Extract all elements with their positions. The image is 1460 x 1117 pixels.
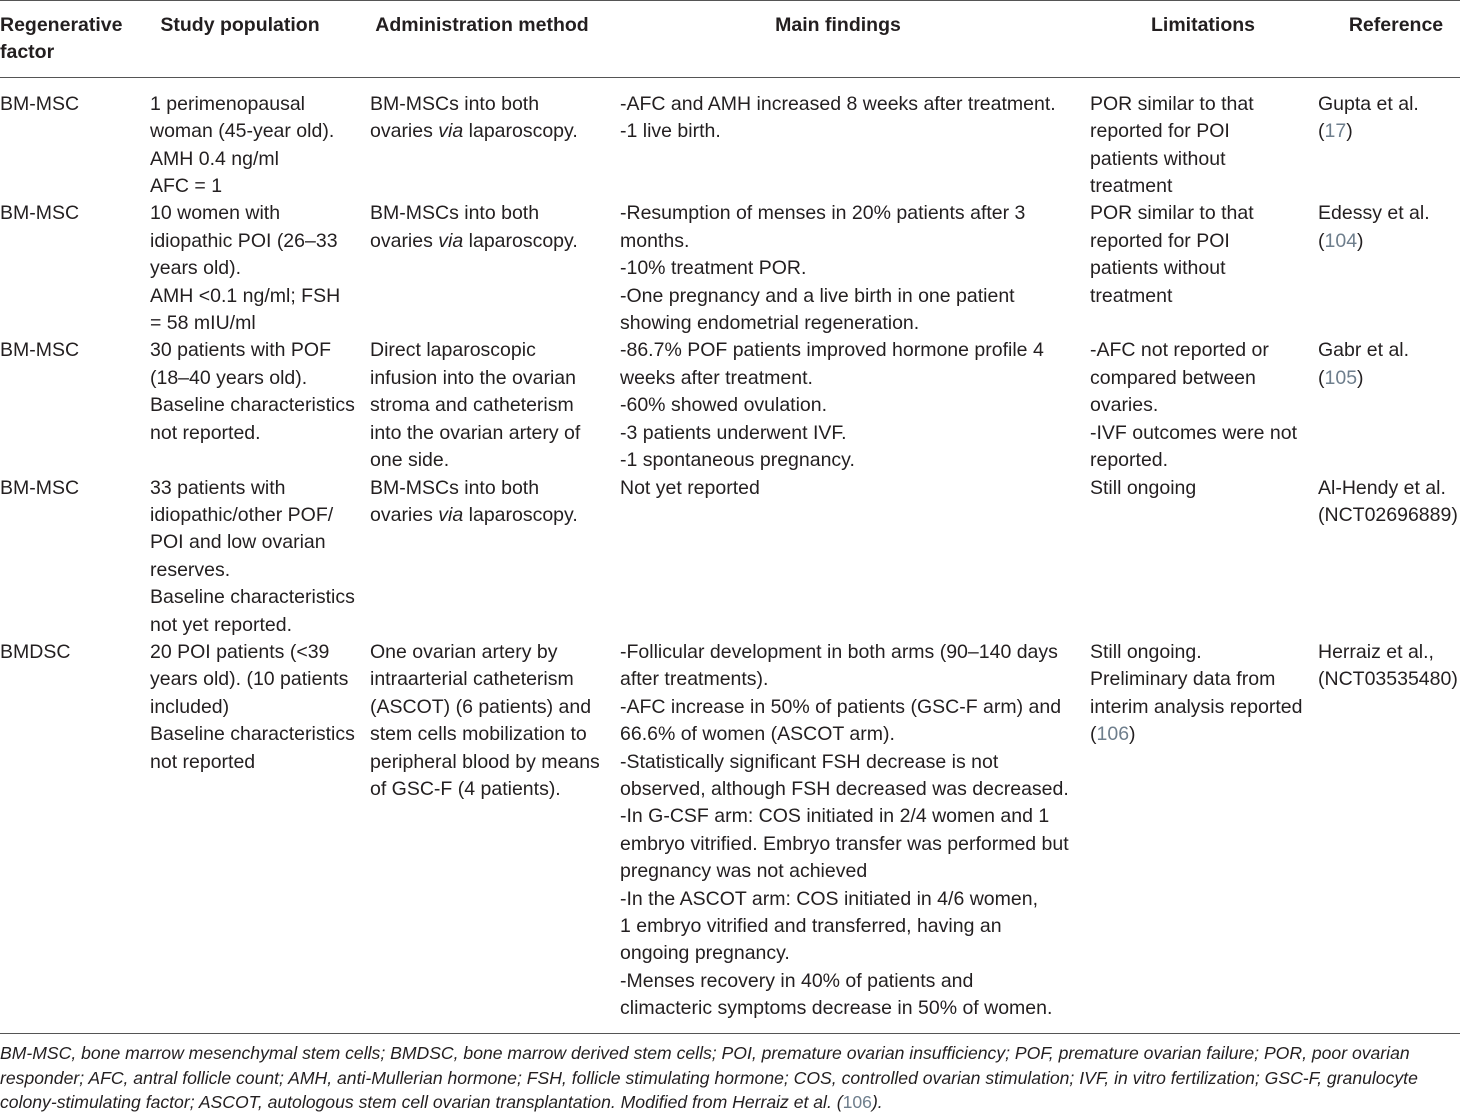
- cell-administration-method-line: intraarterial catheterism: [370, 668, 574, 691]
- cell-study-population-line: 33 patients with: [150, 476, 286, 499]
- cell-limitations-line: treatment: [1090, 175, 1173, 198]
- cell-administration-method-line: peripheral blood by means: [370, 750, 600, 773]
- cell-administration-method-line: stroma and catheterism: [370, 394, 574, 417]
- cell-reference-line: (104): [1318, 229, 1364, 252]
- cell-limitations-line: Still ongoing.: [1090, 640, 1202, 663]
- cell-limitations-line: (106): [1090, 723, 1136, 746]
- header-reference: Reference: [1318, 0, 1460, 77]
- cell-main-findings-line: -3 patients underwent IVF.: [620, 421, 847, 444]
- cell-main-findings-line: -10% treatment POR.: [620, 257, 807, 280]
- cell-administration-method-line: Direct laparoscopic: [370, 339, 536, 362]
- cell-reference: [1318, 475, 1460, 639]
- cell-study-population-line: idiopathic/other POF/: [150, 503, 334, 526]
- cell-main-findings-line: -86.7% POF patients improved hormone profile 4: [620, 339, 1044, 362]
- cell-main-findings-line: -AFC and AMH increased 8 weeks after treatment.: [620, 92, 1056, 115]
- cell-administration-method-line: (ASCOT) (6 patients) and: [370, 695, 592, 718]
- table-row: [0, 200, 1460, 337]
- cell-study-population-line: reserves.: [150, 558, 231, 581]
- header-regenerative-factor-line2: factor: [0, 41, 55, 64]
- cell-study-population-line: idiopathic POI (26–33: [150, 229, 338, 252]
- header-limitations: Limitations: [1088, 0, 1318, 77]
- cell-limitations-line: reported for POI: [1090, 229, 1230, 252]
- header-study-population: Study population: [148, 0, 370, 77]
- footnote-line-2: responder; AFC, antral follicle count; AMH, anti-Mullerian hormone; FSH, follicle stimulating hormone; COS, controlled ovarian stimulation; IVF, in vitro fertilization; GSC-F, granulocyte: [0, 1067, 1418, 1088]
- header-regenerative-factor-line1: Regenerative: [0, 14, 123, 36]
- cell-reference: [1318, 337, 1460, 474]
- cell-regenerative-factor-line: BM-MSC: [0, 92, 80, 115]
- header-regenerative-factor: [0, 0, 148, 77]
- cell-study-population-line: not reported: [150, 750, 256, 773]
- table-body: [0, 77, 1460, 1022]
- cell-reference-line: Edessy et al.: [1318, 202, 1430, 225]
- cell-main-findings: [618, 475, 1088, 639]
- cell-study-population-line: Baseline characteristics: [150, 586, 355, 609]
- cell-reference-line: (105): [1318, 366, 1364, 389]
- cell-main-findings-line: after treatments).: [620, 668, 769, 691]
- cell-main-findings: [618, 77, 1088, 200]
- cell-study-population-line: AMH <0.1 ng/ml; FSH: [150, 284, 341, 307]
- cell-limitations-line: POR similar to that: [1090, 92, 1254, 115]
- cell-main-findings-line: 66.6% of women (ASCOT arm).: [620, 723, 895, 746]
- cell-limitations-line: patients without: [1090, 257, 1226, 280]
- table-row: [0, 639, 1460, 1023]
- cell-administration-method: [370, 639, 618, 1023]
- cell-administration-method-line: infusion into the ovarian: [370, 366, 576, 389]
- cell-study-population-line: years old). (10 patients: [150, 668, 349, 691]
- cell-administration-method: [370, 337, 618, 474]
- cell-limitations: [1088, 639, 1318, 1023]
- cell-main-findings-line: pregnancy was not achieved: [620, 860, 868, 883]
- cell-limitations: [1088, 200, 1318, 337]
- cell-limitations: [1088, 337, 1318, 474]
- cell-study-population-line: = 58 mIU/ml: [150, 312, 256, 335]
- cell-study-population-line: included): [150, 695, 230, 718]
- cell-study-population: [148, 200, 370, 337]
- cell-study-population: [148, 475, 370, 639]
- cell-administration-method-line: ovaries via laparoscopy.: [370, 229, 578, 252]
- cell-main-findings: [618, 639, 1088, 1023]
- cell-limitations-line: patients without: [1090, 147, 1226, 170]
- cell-study-population: [148, 337, 370, 474]
- table-row: [0, 77, 1460, 200]
- cell-main-findings-line: 1 embryo vitrified and transferred, having an: [620, 915, 1002, 937]
- cell-reference-line: Herraiz et al.,: [1318, 640, 1434, 663]
- cell-main-findings-line: weeks after treatment.: [620, 366, 813, 389]
- cell-regenerative-factor: [0, 475, 148, 639]
- cell-limitations-line: -IVF outcomes were not: [1090, 421, 1297, 444]
- cell-main-findings-line: -60% showed ovulation.: [620, 394, 828, 417]
- header-administration-method: Administration method: [370, 0, 618, 77]
- cell-study-population-line: AFC = 1: [150, 175, 223, 198]
- cell-study-population-line: Baseline characteristics: [150, 394, 355, 417]
- cell-main-findings-line: -In G-CSF arm: COS initiated in 2/4 women and 1: [620, 805, 1050, 828]
- cell-administration-method: [370, 77, 618, 200]
- cell-administration-method: [370, 475, 618, 639]
- cell-main-findings-line: -In the ASCOT arm: COS initiated in 4/6 women,: [620, 887, 1038, 910]
- cell-reference-line: Gupta et al.: [1318, 92, 1419, 115]
- cell-regenerative-factor-line: BM-MSC: [0, 202, 80, 225]
- cell-limitations-line: reported.: [1090, 449, 1169, 472]
- cell-limitations: [1088, 475, 1318, 639]
- cell-reference-line: (17): [1318, 120, 1353, 143]
- cell-main-findings-line: Not yet reported: [620, 476, 760, 499]
- cell-main-findings-line: climacteric symptoms decrease in 50% of women.: [620, 997, 1053, 1020]
- cell-limitations-line: -AFC not reported or: [1090, 339, 1269, 362]
- cell-limitations: [1088, 77, 1318, 200]
- cell-limitations-line: interim analysis reported: [1090, 695, 1303, 718]
- cell-regenerative-factor: [0, 337, 148, 474]
- footnote-line-1: BM-MSC, bone marrow mesenchymal stem cells; BMDSC, bone marrow derived stem cells; POI, premature ovarian insufficiency; POF, premature ovarian failure; POR, poor ovarian: [0, 1043, 1410, 1063]
- cell-study-population-line: POI and low ovarian: [150, 531, 326, 554]
- cell-study-population-line: 20 POI patients (<39: [150, 640, 330, 663]
- cell-administration-method-line: BM-MSCs into both: [370, 476, 540, 499]
- cell-main-findings-line: -One pregnancy and a live birth in one patient: [620, 284, 1015, 307]
- cell-study-population-line: 10 women with: [150, 202, 281, 225]
- cell-main-findings: [618, 337, 1088, 474]
- cell-regenerative-factor-line: BMDSC: [0, 640, 71, 663]
- cell-regenerative-factor-line: BM-MSC: [0, 339, 80, 362]
- cell-main-findings-line: ongoing pregnancy.: [620, 942, 790, 965]
- cell-regenerative-factor: [0, 639, 148, 1023]
- cell-reference: [1318, 77, 1460, 200]
- cell-limitations-line: compared between: [1090, 366, 1256, 389]
- cell-study-population: [148, 639, 370, 1023]
- cell-study-population-line: 1 perimenopausal: [150, 92, 306, 115]
- cell-reference: [1318, 200, 1460, 337]
- cell-main-findings-line: -Resumption of menses in 20% patients after 3: [620, 202, 1026, 225]
- cell-administration-method-line: One ovarian artery by: [370, 640, 558, 663]
- table-footnote: [0, 1041, 1460, 1115]
- table-row: [0, 475, 1460, 639]
- cell-limitations-line: reported for POI: [1090, 120, 1230, 143]
- cell-administration-method-line: ovaries via laparoscopy.: [370, 120, 578, 143]
- cell-reference: [1318, 639, 1460, 1023]
- cell-main-findings-line: -1 live birth.: [620, 120, 721, 143]
- cell-main-findings-line: embryo vitrified. Embryo transfer was performed but: [620, 832, 1069, 855]
- cell-study-population-line: woman (45-year old).: [150, 120, 335, 143]
- cell-study-population-line: years old).: [150, 257, 242, 280]
- cell-study-population-line: not reported.: [150, 421, 261, 444]
- cell-main-findings-line: -Follicular development in both arms (90–140 days: [620, 640, 1058, 663]
- cell-administration-method: [370, 200, 618, 337]
- cell-reference-line: Al-Hendy et al.: [1318, 476, 1446, 499]
- cell-main-findings-line: showing endometrial regeneration.: [620, 312, 920, 335]
- cell-administration-method-line: BM-MSCs into both: [370, 202, 540, 225]
- cell-limitations-line: Preliminary data from: [1090, 668, 1276, 691]
- cell-main-findings-line: -Menses recovery in 40% of patients and: [620, 969, 974, 992]
- cell-reference-line: Gabr et al.: [1318, 339, 1410, 362]
- footnote-line-3: colony-stimulating factor; ASCOT, autologous stem cell ovarian transplantation. Modified from Herraiz et al. (106).: [0, 1092, 883, 1112]
- cell-study-population-line: (18–40 years old).: [150, 366, 308, 389]
- cell-main-findings-line: months.: [620, 229, 690, 252]
- cell-administration-method-line: into the ovarian artery of: [370, 421, 581, 444]
- cell-reference-line: (NCT02696889): [1318, 503, 1458, 526]
- table-bottom-rule: [0, 1033, 1460, 1034]
- cell-administration-method-line: one side.: [370, 449, 450, 472]
- cell-limitations-line: POR similar to that: [1090, 202, 1254, 225]
- cell-main-findings-line: -1 spontaneous pregnancy.: [620, 449, 855, 472]
- cell-regenerative-factor: [0, 77, 148, 200]
- cell-administration-method-line: stem cells mobilization to: [370, 723, 587, 746]
- cell-limitations-line: treatment: [1090, 284, 1173, 307]
- cell-regenerative-factor: [0, 200, 148, 337]
- cell-study-population: [148, 77, 370, 200]
- cell-administration-method-line: of GSC-F (4 patients).: [370, 777, 561, 800]
- cell-study-population-line: not yet reported.: [150, 613, 293, 636]
- cell-main-findings: [618, 200, 1088, 337]
- cell-administration-method-line: ovaries via laparoscopy.: [370, 503, 578, 526]
- cell-regenerative-factor-line: BM-MSC: [0, 476, 80, 499]
- cell-study-population-line: AMH 0.4 ng/ml: [150, 147, 279, 170]
- table-row: [0, 337, 1460, 474]
- cell-reference-line: (NCT03535480): [1318, 668, 1458, 691]
- cell-main-findings-line: -Statistically significant FSH decrease is not: [620, 750, 999, 773]
- cell-study-population-line: Baseline characteristics: [150, 723, 355, 746]
- header-main-findings: Main findings: [618, 0, 1088, 77]
- cell-limitations-line: ovaries.: [1090, 394, 1159, 417]
- cell-administration-method-line: BM-MSCs into both: [370, 92, 540, 115]
- cell-main-findings-line: observed, although FSH decreased was decreased.: [620, 777, 1069, 800]
- cell-limitations-line: Still ongoing: [1090, 476, 1197, 499]
- cell-study-population-line: 30 patients with POF: [150, 339, 332, 362]
- cell-main-findings-line: -AFC increase in 50% of patients (GSC-F arm) and: [620, 695, 1062, 718]
- header-row: [0, 0, 1460, 77]
